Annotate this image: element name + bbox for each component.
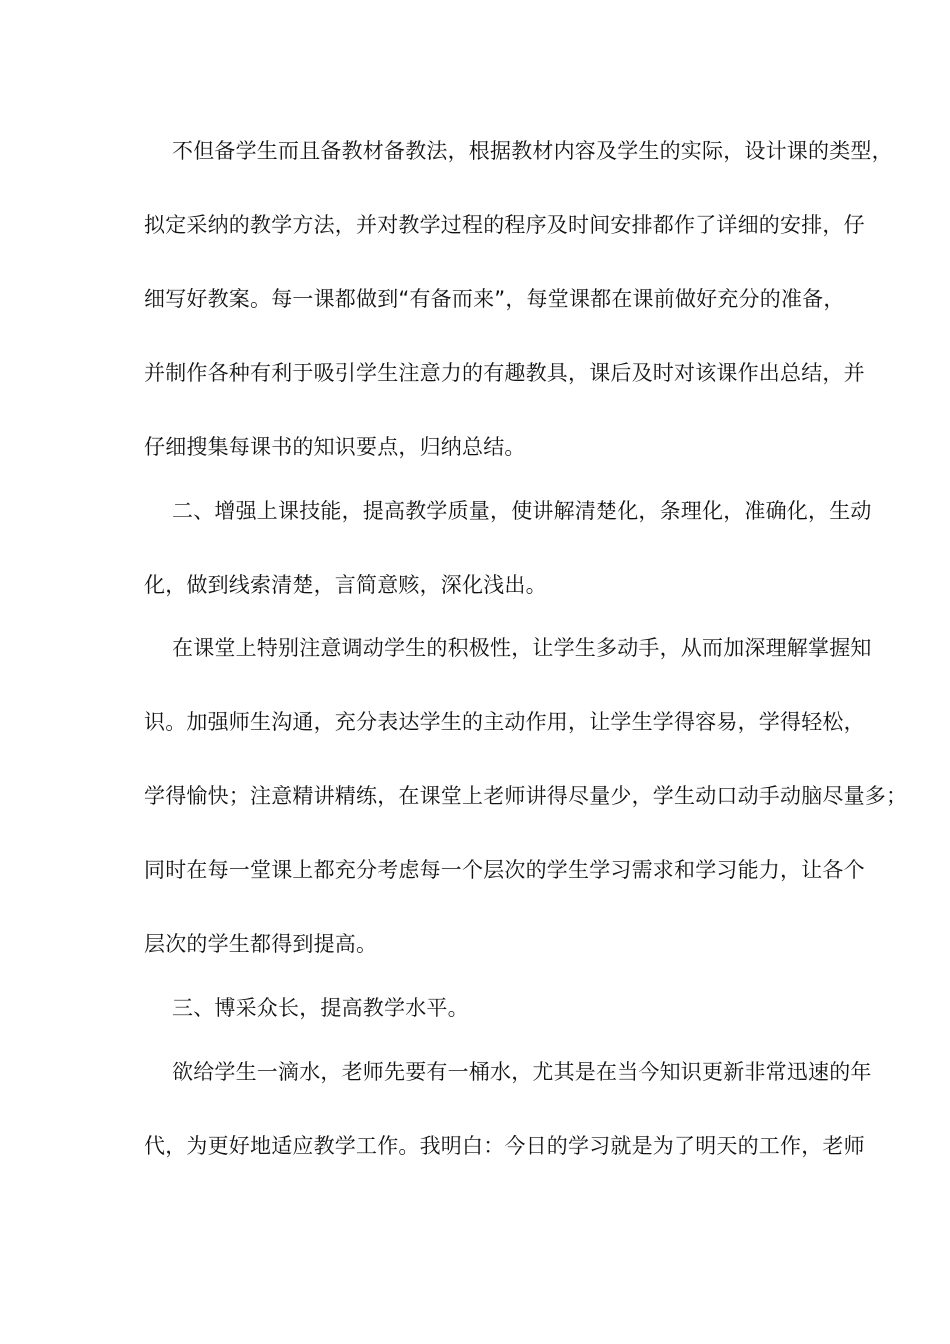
text-line-4: 并制作各种有利于吸引学生注意力的有趣教具，课后及时对该课作出总结，并 bbox=[144, 361, 865, 385]
text-line-6: 二、增强上课技能，提高教学质量，使讲解清楚化，条理化，准确化，生动 bbox=[172, 499, 872, 523]
text-line-5: 仔细搜集每课书的知识要点，归纳总结。 bbox=[144, 435, 526, 459]
text-line-3: 细写好教案。每一课都做到“有备而来”，每堂课都在课前做好充分的准备， bbox=[144, 287, 845, 311]
text-line-13: 三、博采众长，提高教学水平。 bbox=[172, 996, 469, 1020]
text-line-14: 欲给学生一滴水，老师先要有一桶水，尤其是在当今知识更新非常迅速的年 bbox=[172, 1060, 872, 1084]
text-line-9: 识。加强师生沟通，充分表达学生的主动作用，让学生学得容易，学得轻松， bbox=[144, 710, 865, 734]
text-line-1: 不但备学生而且备教材备教法，根据教材内容及学生的实际，设计课的类型， bbox=[172, 139, 893, 163]
text-line-10: 学得愉快；注意精讲精练，在课堂上老师讲得尽量少，学生动口动手动脑尽量多； bbox=[144, 784, 908, 808]
text-line-12: 层次的学生都得到提高。 bbox=[144, 932, 378, 956]
text-line-15: 代，为更好地适应教学工作。我明白：今日的学习就是为了明天的工作，老师 bbox=[144, 1134, 865, 1158]
text-line-2: 拟定采纳的教学方法，并对教学过程的程序及时间安排都作了详细的安排，仔 bbox=[144, 213, 865, 237]
text-line-8: 在课堂上特别注意调动学生的积极性，让学生多动手，从而加深理解掌握知 bbox=[172, 636, 872, 660]
text-line-7: 化，做到线索清楚，言简意赅，深化浅出。 bbox=[144, 573, 547, 597]
text-line-11: 同时在每一堂课上都充分考虑每一个层次的学生学习需求和学习能力，让各个 bbox=[144, 858, 865, 882]
